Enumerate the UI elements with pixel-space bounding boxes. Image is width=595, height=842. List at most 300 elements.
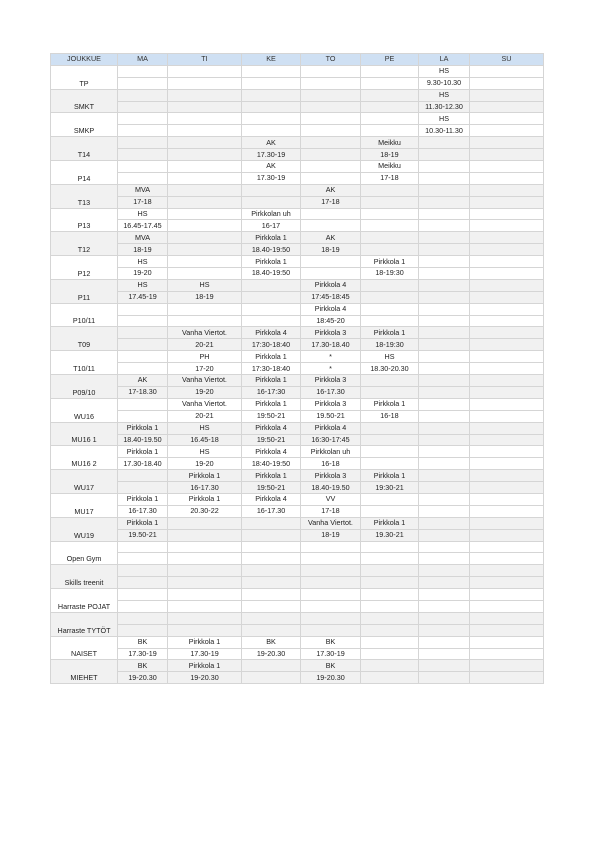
time-cell (168, 600, 242, 612)
time-cell (419, 363, 470, 375)
time-cell: 17:45-18:45 (301, 291, 361, 303)
time-cell: 17-18.30 (118, 386, 168, 398)
venue-cell: Pirkkola 1 (168, 470, 242, 482)
time-cell (168, 553, 242, 565)
time-cell (361, 458, 419, 470)
table-row (51, 505, 544, 517)
time-cell: 18-19 (301, 244, 361, 256)
time-cell (118, 482, 168, 494)
time-cell (470, 624, 544, 636)
time-cell (301, 125, 361, 137)
time-cell: 11.30-12.30 (419, 101, 470, 113)
time-cell (419, 315, 470, 327)
time-cell (118, 600, 168, 612)
time-cell (470, 458, 544, 470)
time-cell (168, 125, 242, 137)
time-cell (168, 220, 242, 232)
time-cell (470, 196, 544, 208)
venue-cell (361, 589, 419, 601)
table-row (51, 375, 544, 387)
venue-cell: BK (118, 660, 168, 672)
venue-cell (168, 256, 242, 268)
time-cell: 17.30-18.40 (118, 458, 168, 470)
time-cell (301, 624, 361, 636)
venue-cell (301, 541, 361, 553)
venue-cell (470, 493, 544, 505)
venue-cell: Pirkkola 4 (301, 279, 361, 291)
venue-cell (361, 375, 419, 387)
venue-cell: HS (118, 256, 168, 268)
venue-cell (470, 660, 544, 672)
time-cell: * (301, 363, 361, 375)
venue-cell (168, 137, 242, 149)
table-row (51, 553, 544, 565)
team-name: Harraste POJAT (51, 589, 118, 613)
venue-cell: Pirkkola 1 (118, 422, 168, 434)
time-cell: 18-19 (118, 244, 168, 256)
venue-cell: Pirkkola 1 (168, 636, 242, 648)
venue-cell (361, 303, 419, 315)
time-cell (470, 101, 544, 113)
time-cell (419, 291, 470, 303)
table-row (51, 410, 544, 422)
time-cell (168, 149, 242, 161)
time-cell (301, 268, 361, 280)
venue-cell (118, 541, 168, 553)
venue-cell (361, 612, 419, 624)
time-cell: 16-18 (361, 410, 419, 422)
time-cell (361, 434, 419, 446)
table-row (51, 149, 544, 161)
time-cell (470, 363, 544, 375)
time-cell (419, 648, 470, 660)
time-cell (470, 434, 544, 446)
time-cell: 16-17.30 (242, 505, 301, 517)
venue-cell (419, 161, 470, 173)
venue-cell (168, 184, 242, 196)
table-row (51, 660, 544, 672)
venue-cell (361, 65, 419, 77)
table-row (51, 458, 544, 470)
time-cell: 16-18 (301, 458, 361, 470)
venue-cell (470, 65, 544, 77)
time-cell (361, 624, 419, 636)
venue-cell: Pirkkola 1 (242, 375, 301, 387)
venue-cell: BK (242, 636, 301, 648)
venue-cell: Pirkkola 3 (301, 327, 361, 339)
team-name: P12 (51, 256, 118, 280)
table-row (51, 577, 544, 589)
venue-cell: Pirkkola 1 (242, 470, 301, 482)
venue-cell (301, 589, 361, 601)
time-cell: 19-20.30 (168, 672, 242, 684)
time-cell (419, 624, 470, 636)
time-cell (470, 149, 544, 161)
venue-cell (118, 303, 168, 315)
time-cell (470, 315, 544, 327)
venue-cell (419, 565, 470, 577)
venue-cell (118, 65, 168, 77)
time-cell (361, 505, 419, 517)
time-cell: 19:30-21 (361, 482, 419, 494)
venue-cell: Pirkkola 1 (242, 256, 301, 268)
venue-cell (470, 636, 544, 648)
time-cell: 16-17.30 (168, 482, 242, 494)
time-cell: 17-20 (168, 363, 242, 375)
time-cell (361, 125, 419, 137)
time-cell (470, 482, 544, 494)
time-cell: 17-18 (361, 172, 419, 184)
venue-cell: Pirkkola 1 (361, 256, 419, 268)
time-cell: 16-17 (242, 220, 301, 232)
table-row (51, 648, 544, 660)
venue-cell (470, 351, 544, 363)
time-cell (118, 101, 168, 113)
time-cell (168, 315, 242, 327)
time-cell (419, 577, 470, 589)
venue-cell (419, 517, 470, 529)
venue-cell: Pirkkola 1 (242, 351, 301, 363)
venue-cell (301, 137, 361, 149)
time-cell (242, 77, 301, 89)
venue-cell (118, 470, 168, 482)
venue-cell (242, 65, 301, 77)
venue-cell (419, 208, 470, 220)
time-cell: 20-21 (168, 339, 242, 351)
time-cell: 17-18 (301, 196, 361, 208)
venue-cell (361, 89, 419, 101)
venue-cell (419, 446, 470, 458)
venue-cell (470, 161, 544, 173)
team-name: MU17 (51, 493, 118, 517)
venue-cell: HS (168, 446, 242, 458)
venue-cell (470, 612, 544, 624)
venue-cell: Pirkkola 1 (361, 517, 419, 529)
venue-cell (301, 256, 361, 268)
venue-cell (361, 232, 419, 244)
time-cell (242, 529, 301, 541)
time-cell (168, 529, 242, 541)
venue-cell (470, 398, 544, 410)
venue-cell (470, 422, 544, 434)
table-row (51, 291, 544, 303)
table-row (51, 422, 544, 434)
time-cell (361, 386, 419, 398)
time-cell (118, 125, 168, 137)
time-cell (470, 600, 544, 612)
time-cell (301, 553, 361, 565)
team-name: P10/11 (51, 303, 118, 327)
time-cell (242, 624, 301, 636)
venue-cell: * (301, 351, 361, 363)
venue-cell (419, 398, 470, 410)
venue-cell (118, 89, 168, 101)
venue-cell (301, 65, 361, 77)
time-cell (470, 268, 544, 280)
time-cell (470, 291, 544, 303)
venue-cell: Pirkkola 4 (242, 446, 301, 458)
venue-cell: MVA (118, 232, 168, 244)
venue-cell: HS (118, 279, 168, 291)
time-cell (419, 529, 470, 541)
venue-cell (470, 327, 544, 339)
time-cell: 19.50-21 (301, 410, 361, 422)
time-cell: 19.30-21 (361, 529, 419, 541)
venue-cell: HS (361, 351, 419, 363)
time-cell (419, 339, 470, 351)
table-row (51, 589, 544, 601)
venue-cell (301, 612, 361, 624)
time-cell: 19.50-21 (118, 529, 168, 541)
time-cell (470, 244, 544, 256)
time-cell: 10.30-11.30 (419, 125, 470, 137)
time-cell (419, 386, 470, 398)
venue-cell (301, 113, 361, 125)
time-cell: 16-17.30 (118, 505, 168, 517)
team-name: SMKP (51, 113, 118, 137)
time-cell (168, 172, 242, 184)
venue-cell (361, 636, 419, 648)
time-cell (168, 268, 242, 280)
time-cell (470, 125, 544, 137)
venue-cell (118, 161, 168, 173)
venue-cell: Vanha Viertot. (168, 327, 242, 339)
time-cell (118, 624, 168, 636)
venue-cell: HS (419, 65, 470, 77)
time-cell (168, 101, 242, 113)
venue-cell (361, 113, 419, 125)
time-cell (419, 458, 470, 470)
time-cell (470, 553, 544, 565)
time-cell (242, 101, 301, 113)
venue-cell (301, 161, 361, 173)
venue-cell (242, 589, 301, 601)
team-name: T13 (51, 184, 118, 208)
time-cell (419, 672, 470, 684)
venue-cell (168, 565, 242, 577)
venue-cell (470, 208, 544, 220)
venue-cell: AK (242, 161, 301, 173)
time-cell (470, 77, 544, 89)
schedule-table (50, 53, 544, 684)
time-cell (301, 77, 361, 89)
venue-cell: AK (242, 137, 301, 149)
venue-cell (419, 422, 470, 434)
time-cell: 19-20 (168, 386, 242, 398)
venue-cell: AK (118, 375, 168, 387)
time-cell (419, 149, 470, 161)
table-row (51, 208, 544, 220)
venue-cell (168, 589, 242, 601)
table-row (51, 517, 544, 529)
venue-cell: PH (168, 351, 242, 363)
time-cell (419, 268, 470, 280)
venue-cell: VV (301, 493, 361, 505)
time-cell: 17.30-19 (168, 648, 242, 660)
time-cell (168, 196, 242, 208)
table-row (51, 363, 544, 375)
table-row (51, 565, 544, 577)
team-name: T10/11 (51, 351, 118, 375)
venue-cell (419, 232, 470, 244)
time-cell (470, 529, 544, 541)
time-cell (470, 339, 544, 351)
table-row (51, 672, 544, 684)
venue-cell: Pirkkola 1 (118, 446, 168, 458)
table-row (51, 446, 544, 458)
time-cell (168, 577, 242, 589)
table-row (51, 256, 544, 268)
time-cell (470, 672, 544, 684)
time-cell: 18.40-19.50 (118, 434, 168, 446)
time-cell (419, 196, 470, 208)
team-name: Skills treenit (51, 565, 118, 589)
venue-cell: Meikku (361, 137, 419, 149)
time-cell: 18:45-20 (301, 315, 361, 327)
venue-cell (470, 89, 544, 101)
table-row (51, 624, 544, 636)
venue-cell: Pirkkola 1 (242, 398, 301, 410)
venue-cell: HS (419, 113, 470, 125)
venue-cell: BK (301, 636, 361, 648)
venue-cell: Pirkkola 3 (301, 375, 361, 387)
venue-cell (242, 113, 301, 125)
venue-cell (242, 517, 301, 529)
time-cell (470, 410, 544, 422)
table-row (51, 161, 544, 173)
table-row (51, 220, 544, 232)
venue-cell: HS (419, 89, 470, 101)
venue-cell (470, 184, 544, 196)
time-cell (361, 101, 419, 113)
table-row (51, 303, 544, 315)
venue-cell: Pirkkola 4 (301, 422, 361, 434)
time-cell: 18.30-20.30 (361, 363, 419, 375)
time-cell: 16-17.30 (301, 386, 361, 398)
table-row (51, 339, 544, 351)
team-name: NAISET (51, 636, 118, 660)
header-la: LA (419, 54, 470, 66)
table-row (51, 196, 544, 208)
venue-cell (301, 208, 361, 220)
venue-cell (361, 541, 419, 553)
time-cell (168, 77, 242, 89)
venue-cell (470, 517, 544, 529)
table-row (51, 600, 544, 612)
table-row (51, 612, 544, 624)
venue-cell (419, 612, 470, 624)
time-cell (301, 600, 361, 612)
time-cell: 17.30-19 (301, 648, 361, 660)
venue-cell: Pirkkola 1 (168, 493, 242, 505)
table-row (51, 125, 544, 137)
time-cell (470, 505, 544, 517)
venue-cell (470, 589, 544, 601)
table-row (51, 268, 544, 280)
venue-cell: HS (168, 422, 242, 434)
time-cell (301, 149, 361, 161)
time-cell (470, 220, 544, 232)
table-row (51, 327, 544, 339)
time-cell: 16.45-18 (168, 434, 242, 446)
venue-cell (419, 327, 470, 339)
venue-cell: BK (301, 660, 361, 672)
venue-cell (419, 660, 470, 672)
venue-cell (361, 493, 419, 505)
venue-cell (242, 184, 301, 196)
time-cell (301, 220, 361, 232)
venue-cell (301, 565, 361, 577)
table-row (51, 351, 544, 363)
venue-cell (118, 565, 168, 577)
time-cell (419, 553, 470, 565)
venue-cell: HS (168, 279, 242, 291)
venue-cell (470, 256, 544, 268)
time-cell (419, 434, 470, 446)
venue-cell: Pirkkolan uh (301, 446, 361, 458)
venue-cell (470, 303, 544, 315)
header-ma: MA (118, 54, 168, 66)
time-cell: 19-20.30 (301, 672, 361, 684)
venue-cell (470, 113, 544, 125)
time-cell: 18.40-19:50 (242, 268, 301, 280)
schedule-body (51, 65, 544, 683)
table-row (51, 470, 544, 482)
time-cell (118, 553, 168, 565)
time-cell: 17.30-19 (242, 149, 301, 161)
time-cell: 18.40-19.50 (301, 482, 361, 494)
time-cell (361, 672, 419, 684)
time-cell: 18.40-19:50 (242, 244, 301, 256)
venue-cell (361, 565, 419, 577)
venue-cell: Vanha Viertot. (168, 375, 242, 387)
time-cell: 19:50-21 (242, 482, 301, 494)
header-team: JOUKKUE (51, 54, 118, 66)
time-cell: 19-20.30 (118, 672, 168, 684)
header-to: TO (301, 54, 361, 66)
venue-cell (242, 612, 301, 624)
table-row (51, 541, 544, 553)
table-row (51, 315, 544, 327)
time-cell: 20.30-22 (168, 505, 242, 517)
venue-cell (419, 279, 470, 291)
time-cell (242, 600, 301, 612)
time-cell (242, 196, 301, 208)
venue-cell (419, 184, 470, 196)
venue-cell (419, 137, 470, 149)
table-row (51, 244, 544, 256)
venue-cell: Pirkkola 1 (361, 398, 419, 410)
venue-cell: Pirkkola 4 (242, 327, 301, 339)
time-cell (361, 220, 419, 232)
venue-cell (419, 375, 470, 387)
venue-cell: Pirkkola 3 (301, 398, 361, 410)
time-cell (361, 315, 419, 327)
venue-cell: AK (301, 232, 361, 244)
venue-cell (168, 65, 242, 77)
time-cell: 19:50-21 (242, 410, 301, 422)
team-name: Open Gym (51, 541, 118, 565)
time-cell: 16.45-17.45 (118, 220, 168, 232)
time-cell (118, 315, 168, 327)
table-row (51, 137, 544, 149)
team-name: WU16 (51, 398, 118, 422)
time-cell (301, 577, 361, 589)
table-row (51, 482, 544, 494)
venue-cell (470, 541, 544, 553)
venue-cell: Pirkkola 4 (301, 303, 361, 315)
table-row (51, 113, 544, 125)
